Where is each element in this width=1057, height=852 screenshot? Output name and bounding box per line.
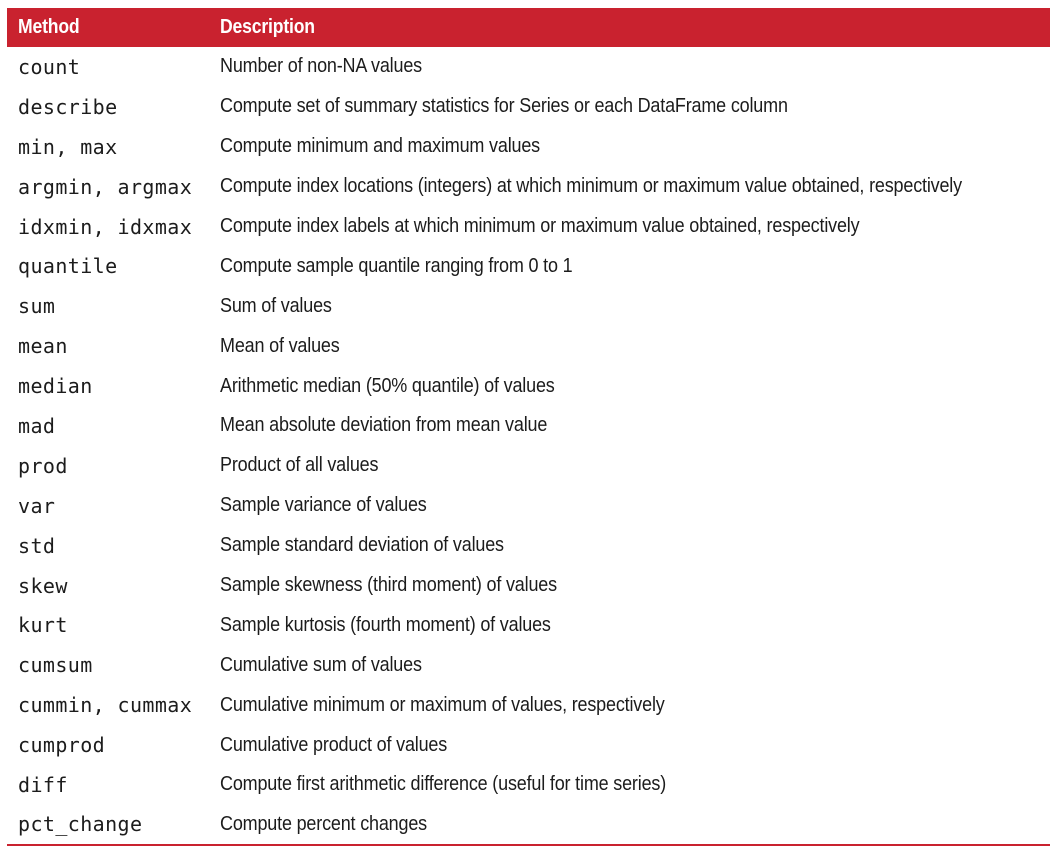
summary-statistics-table (7, 8, 1050, 846)
description-text: Mean of values (220, 334, 340, 357)
description-cell (220, 87, 1050, 127)
description-text: Sample skewness (third moment) of values (220, 574, 557, 597)
description-text: Sum of values (220, 294, 332, 317)
method-cell (7, 645, 220, 685)
description-text: Cumulative minimum or maximum of values, respectively (220, 693, 665, 716)
description-cell (220, 725, 1050, 765)
method-cell (7, 167, 220, 207)
method-column-header-label: Method (18, 16, 80, 38)
description-cell (220, 765, 1050, 805)
method-cell (7, 246, 220, 286)
description-text: Cumulative sum of values (220, 653, 422, 676)
method-name: quantile (18, 254, 118, 279)
method-name: mean (18, 334, 68, 359)
method-cell (7, 526, 220, 566)
method-name: pct_change (18, 812, 143, 837)
description-cell (220, 645, 1050, 685)
description-cell (220, 286, 1050, 326)
method-cell (7, 207, 220, 247)
table-row (7, 326, 1050, 366)
method-name: var (18, 493, 56, 518)
description-column-header-label: Description (220, 16, 315, 38)
table-row (7, 566, 1050, 606)
description-text: Number of non-NA values (220, 55, 422, 78)
method-cell (7, 286, 220, 326)
description-text: Arithmetic median (50% quantile) of values (220, 374, 555, 397)
table-row (7, 486, 1050, 526)
method-cell (7, 765, 220, 805)
description-cell (220, 326, 1050, 366)
table-row (7, 805, 1050, 845)
method-cell (7, 566, 220, 606)
description-text: Compute set of summary statistics for Series or each DataFrame column (220, 95, 788, 118)
table-row (7, 406, 1050, 446)
description-text: Compute sample quantile ranging from 0 to 1 (220, 254, 573, 277)
description-cell (220, 406, 1050, 446)
method-name: count (18, 54, 81, 79)
description-text: Compute first arithmetic difference (useful for time series) (220, 773, 667, 796)
table-header (7, 8, 1050, 47)
table-row (7, 47, 1050, 87)
table-row (7, 167, 1050, 207)
description-cell (220, 167, 1050, 207)
description-cell (220, 207, 1050, 247)
method-name: cumsum (18, 653, 93, 678)
description-cell (220, 685, 1050, 725)
method-name: min, max (18, 134, 118, 159)
method-name: diff (18, 772, 68, 797)
description-cell (220, 805, 1050, 845)
table-row (7, 645, 1050, 685)
method-name: std (18, 533, 56, 558)
description-text: Sample kurtosis (fourth moment) of values (220, 613, 551, 636)
description-column-header (220, 8, 1050, 47)
method-cell (7, 326, 220, 366)
method-cell (7, 127, 220, 167)
table-row (7, 685, 1050, 725)
description-cell (220, 486, 1050, 526)
method-cell (7, 366, 220, 406)
method-cell (7, 406, 220, 446)
description-text: Compute index labels at which minimum or maximum value obtained, respectively (220, 215, 860, 237)
description-cell (220, 526, 1050, 566)
description-cell (220, 605, 1050, 645)
description-cell (220, 446, 1050, 486)
description-cell (220, 127, 1050, 167)
method-name: describe (18, 94, 118, 119)
table-row (7, 366, 1050, 406)
description-text: Mean absolute deviation from mean value (220, 414, 548, 437)
method-name: cummin, cummax (18, 693, 193, 718)
description-cell (220, 566, 1050, 606)
method-cell (7, 805, 220, 845)
method-name: skew (18, 573, 68, 598)
table-body (7, 47, 1050, 845)
method-name: cumprod (18, 733, 106, 758)
table-row (7, 127, 1050, 167)
description-text: Sample variance of values (220, 494, 427, 517)
description-cell (220, 246, 1050, 286)
method-cell (7, 47, 220, 87)
method-column-header (7, 8, 220, 47)
method-name: mad (18, 413, 56, 438)
method-cell (7, 605, 220, 645)
method-name: argmin, argmax (18, 174, 193, 199)
table-row (7, 605, 1050, 645)
table-row (7, 725, 1050, 765)
description-text: Sample standard deviation of values (220, 534, 504, 557)
method-cell (7, 685, 220, 725)
description-text: Compute percent changes (220, 812, 427, 835)
method-name: idxmin, idxmax (18, 214, 193, 239)
table-row (7, 765, 1050, 805)
header-row (7, 8, 1050, 47)
table-row (7, 87, 1050, 127)
description-text: Cumulative product of values (220, 733, 448, 756)
method-cell (7, 87, 220, 127)
description-text: Product of all values (220, 454, 379, 477)
table-row (7, 526, 1050, 566)
table-row (7, 207, 1050, 247)
description-text: Compute index locations (integers) at which minimum or maximum value obtained, respectively (220, 175, 962, 198)
description-cell (220, 47, 1050, 87)
method-cell (7, 446, 220, 486)
method-name: sum (18, 294, 56, 319)
description-text: Compute minimum and maximum values (220, 135, 540, 158)
method-cell (7, 725, 220, 765)
table-row (7, 286, 1050, 326)
table-row (7, 246, 1050, 286)
method-cell (7, 486, 220, 526)
table-row (7, 446, 1050, 486)
method-name: kurt (18, 613, 68, 638)
method-name: median (18, 374, 93, 399)
description-cell (220, 366, 1050, 406)
method-name: prod (18, 453, 68, 478)
